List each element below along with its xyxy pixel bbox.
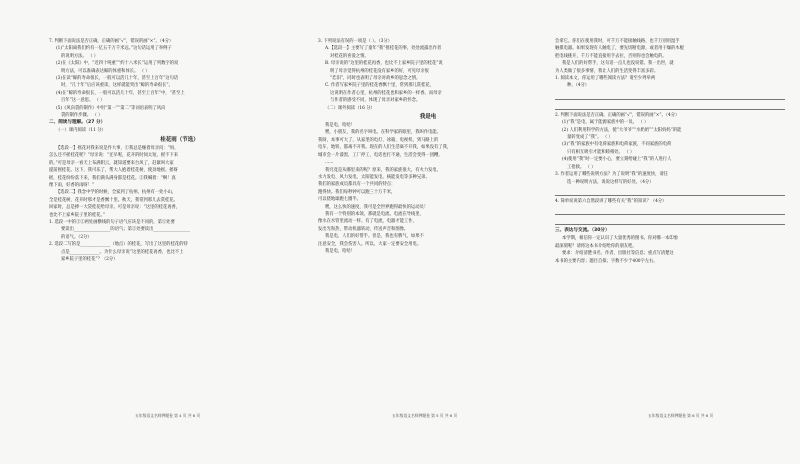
text-line: 最深刻呢？请将这本书介绍给你的朋友吧。 (555, 243, 637, 249)
page-column-5 (318, 38, 538, 255)
text-line: 【选段一】摇花对我来说是件大事，①我总是缠着母亲问：“妈， (56, 145, 179, 151)
text-line: 二、阅读与理解。（27 分） (49, 120, 106, 126)
text-line: 我是电，人们的好帮手。但是，我也有脾气，如果不 (325, 234, 424, 240)
text-line: 点是______________。为什么母亲说“这里的桂花再香，也比不上 (61, 249, 184, 255)
text-line: (2) 人们利用科学的方法，使“大爷爷”“水奶奶”“太阳妈妈”的能 (562, 127, 682, 133)
text-line: 家乡院子里的桂花”？（2分） (61, 256, 118, 262)
text-line: C. 作者写家乡院子里的桂花香飘十里，常到那儿赏桂花， (325, 83, 434, 89)
page-footer-4: 五年级语文名师押题卷 第 4 页 共 6 页 (135, 413, 201, 418)
text-line: 与作者的感受不同，体现了母亲对家乡的怀念。 (330, 98, 421, 104)
text-line: 触摸电器。如果发现有人触电了，要先切断电源，或者用干燥的木棍 (555, 46, 684, 52)
text-line: 1. 阅读本文，你运用了哪些阅读方法？请至少列举两 (555, 76, 655, 82)
answer-line[interactable] (555, 207, 785, 215)
text-line: 发出光和热，带动机器转动，传送声音和图像。 (318, 226, 409, 232)
text-line: 的说明方法。 （ ） (61, 53, 99, 59)
text-line: 要读出_________________的语气；第②处要读出_________________ (61, 227, 190, 233)
text-line: 对桂花的喜爱之情。 (330, 53, 369, 59)
text-line: 我是电，哈哈！ (325, 248, 356, 254)
text-line: 选一种说明方法，说说这样写的好处。（4分） (567, 179, 654, 185)
text-line: 为人类做了很多事情，我让人们的生活变得丰富多彩。 (555, 68, 659, 74)
text-line: 的。”可是母亲一看天上布满阴云，就知道要来台风了，赶紧叫大家 (49, 160, 174, 166)
text-line: 也比不上家乡院子里的桂花。” (49, 212, 105, 218)
text-line: 2. 判断下面说法是否正确，正确的画“√”，错误的画“×”。（4分） (555, 112, 680, 118)
text-line: 摇，桂花纷纷落下来，我们满头满身都是桂花。②我喊着：“啊！真 (49, 175, 176, 181)
text-line: B. 母亲说的“这里的桂花再香，也比不上家乡院子里的桂花”说 (325, 61, 443, 67)
text-line: 本学期，相信你一定认识了大量优秀的图书。你对哪一本印象 (562, 236, 679, 242)
page-footer-5: 五年级语文名师押题卷 第 5 页 共 6 页 (392, 413, 458, 418)
text-line: 可以绕地球跑七圈半。 (318, 197, 361, 203)
text-line: 袋的制作步骤。 （ ） (61, 113, 103, 119)
text-line: 我们的家族成员都具有一个共同的特点： (318, 182, 396, 188)
text-line: 2. 选段二写的是______________（地点）的桂花，写出了这里的桂花的特 (49, 242, 188, 248)
text-line: 全是桂花树，花开时那才是香飘十里。秋天，我常到那儿去赏桂花。 (49, 197, 178, 203)
text-line: (1)“太阳离我们约有一亿五千万千米远。”这句话运用了举例子 (56, 46, 172, 52)
text-line: (5)《风向袋的制作》中用“第一”“第二”等词语表明了风向 (56, 105, 166, 111)
text-line: “恋旧”，同时也表明了母亲对故乡的思念之情。 (330, 76, 421, 82)
page-footer-6: 五年级语文名师押题卷 第 6 页 共 6 页 (648, 413, 714, 418)
text-line: 量转变成了“我”。 （ ） (567, 135, 613, 141)
text-line: 的语气。（2分） (61, 234, 92, 240)
text-line: 水力发电、风力发电、太阳能发电、核能发电等多种兄弟。 (318, 174, 430, 180)
text-line: 3. 下列说法有误的一项是（ ）。（3分） (318, 39, 393, 44)
text-line: 时，“几十年”后应该重读，这样就能突出“鲸的寿命很长”。 (61, 83, 173, 89)
text-line: 嘿，这么快的速度，我可是全世界跑得最快的运动员！ (325, 204, 429, 210)
text-line: 我有一个特别的本领，那就是电流。电流在导线里， (325, 211, 424, 217)
text-line: 3. 作者运用了哪些说明方法？为了说明“我”的速度快，请任 (555, 172, 668, 178)
text-line: 我呀，本事可大了，从家里的电灯、冰箱、电视机，到马路上的 (318, 137, 439, 143)
text-line: 像水在水管里流动一样。有了电流，电器才能工作， (318, 219, 417, 225)
text-line: 回家时，总是捧一大袋桂花给母亲。可是母亲说：“这里的桂花再香， (49, 205, 181, 211)
text-line: (4)使用“我”时一定要小心，要立刻给碰上“我”的人进行人 (562, 157, 672, 163)
text-line: A.【选段一】主要写了童年“我”摇桂花的事，处处流露出作者 (325, 46, 442, 52)
text-line: 本书的主要内容；题目自拟；字数不少于400字左右。 (555, 258, 658, 264)
text-line: 跑得快。我们每秒钟可以跑三十万千米， (318, 189, 396, 195)
text-line: (3)“我”的家族中有电荷家族和电荷家族，不同家族的电荷 (562, 142, 672, 148)
text-line: 只有相互吸引才能和睦相处。 （ ） (567, 149, 635, 155)
text-line: 工抢救。 （ ） (567, 164, 596, 170)
text-line: 这说明在作者心里，杭州的桂花也和家乡的一样香。而母亲 (330, 90, 442, 96)
page-column-6 (555, 38, 785, 265)
text-line: 电车、地铁，都离不开我。现在的人们生活离不开我，如果没有了我， (318, 145, 452, 151)
text-line: 把电线挑开，千万不能直接用手去拉，否则你也会触电的。 (555, 53, 667, 59)
text-line: 怎么还不摇桂花呢？”母亲说：“还早呢，花开的时间太短，摇不下来 (49, 153, 179, 159)
text-line: 要求：介绍清楚书名、作者、出版社等信息；重点写清楚这 (562, 251, 674, 257)
text-line: 1. 选段一中的①②两处画横线的句子语气应该是不同的，第①处要 (49, 219, 175, 225)
page-column-4 (49, 38, 310, 263)
text-line: 【选段二】我念中学的时候，全家到了杭州。杭州有一处小山， (56, 190, 177, 196)
text-line: 注意安全，我会伤害人。所以，大家一定要安全用电。 (318, 241, 422, 247)
text-line: (2)在《太阳》中，“近四十吨重”“约十八米长”运用了列数字的说 (56, 61, 179, 67)
text-line: 种。（4分） (567, 83, 590, 89)
text-line: （二）课外阅读（16 分） (325, 105, 375, 111)
answer-line[interactable] (555, 102, 785, 110)
answer-line[interactable] (555, 188, 785, 196)
text-line: 三、表达与交流。（30分） (555, 228, 610, 234)
text-line: 明了母亲觉得杭州的桂花没有家乡的好，可见母亲很 (330, 68, 429, 74)
text-line: 百年”这一意思。 （ ） (61, 98, 105, 104)
text-line: 提前摇桂花。这下，我可乐了，帮大人抱着桂花树，使劲地摇。摇呀 (49, 168, 178, 174)
text-line: (3)在读“鲸的寿命很长，一般可以活几十年，甚至上百年”这句话 (56, 76, 179, 82)
text-line: 明方法，可以准确表达鲸的体重和体长。 （ ） (61, 68, 150, 74)
text-line: 嘿，小朋友，我的名字叫电。在科学家的眼里，我叫作电能。 (325, 130, 442, 136)
answer-line[interactable] (555, 92, 785, 100)
text-line: 4. 简单说说第六自然段讲了哪些有关“我”的知识？（4分） (555, 198, 667, 204)
text-line: 我是人们的好帮手，这句话一点儿也没说错。我一出世，就 (562, 61, 674, 67)
answer-line[interactable] (555, 217, 785, 225)
text-line: (1)“我”是电，属于能源家族中的一员。 （ ） (562, 120, 649, 126)
text-line: 桂花雨（节选） (160, 136, 199, 143)
text-line: 会拿它。你们在使用我时，可千万不能接触线路，也千万别用湿手 (555, 39, 680, 44)
text-line: (4)在“鲸的寿命很长，一般可以活几十年，甚至上百年”中，“甚至上 (56, 90, 185, 96)
text-line: 城市会一片漆黑，工厂停工，电话也打不通，生活会变得一团糟。 (318, 152, 443, 158)
text-line: 我是电，哈哈！ (325, 123, 356, 129)
text-line: （一）课内阅读（11 分） (56, 128, 106, 134)
text-line: 我究竟是从哪里来的呢？原来，我的家族很大，有火力发电、 (325, 167, 442, 173)
text-line: 我是电 (419, 114, 437, 121)
text-line: 7. 判断下面说法是否正确，正确的画“√”，错误的画“×”。（4分） (49, 39, 174, 44)
text-line: …… (325, 160, 334, 166)
text-line: 像下雨，好香的雨呀！” (49, 182, 95, 188)
